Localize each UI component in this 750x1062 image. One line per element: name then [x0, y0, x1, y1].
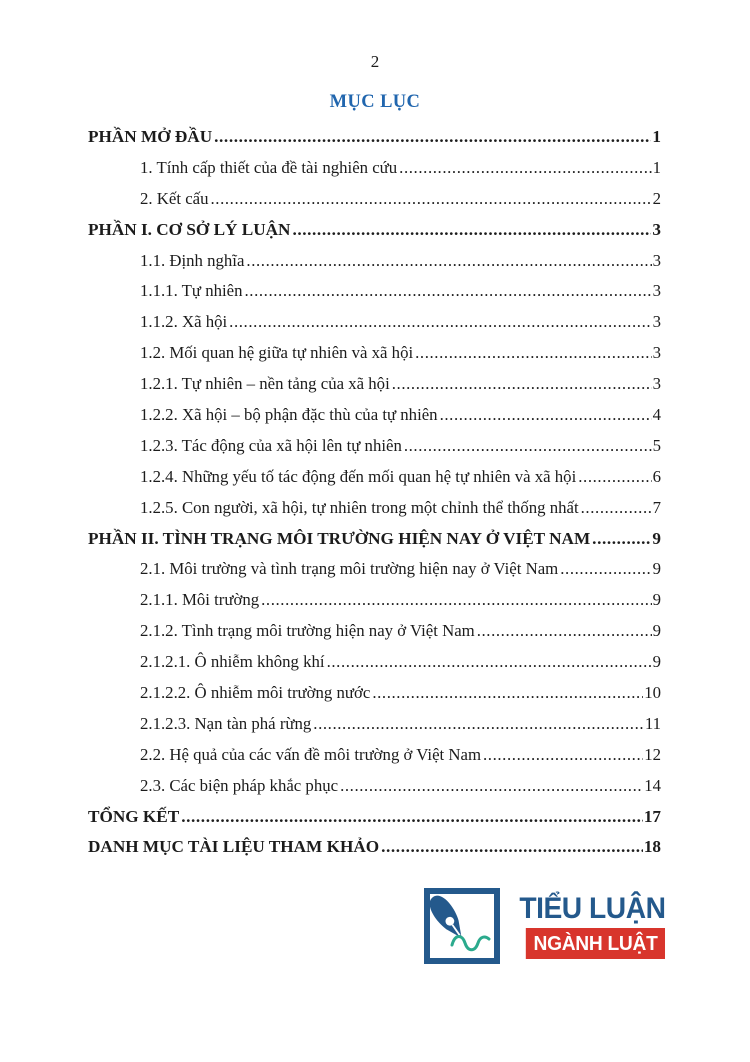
toc-leader-dots: [590, 524, 651, 555]
toc-entry-page: 4: [652, 405, 661, 425]
toc-entry-label: 2.2. Hệ quả của các vấn đề môi trường ở Việt Nam: [140, 744, 481, 764]
toc-entry-page: 11: [644, 713, 661, 733]
toc-entry-label: DANH MỤC TÀI LIỆU THAM KHẢO: [88, 837, 380, 857]
toc-entry: [88, 585, 661, 616]
toc-leader-dots: [579, 493, 652, 524]
toc-entry: [88, 554, 661, 585]
toc-entry-page: 9: [652, 559, 661, 579]
toc-entry: [88, 400, 661, 431]
toc-leader-dots: [558, 554, 651, 585]
toc-entry-page: 3: [652, 281, 661, 301]
toc-entry: [88, 771, 661, 802]
toc-entry-label: TỔNG KẾT: [88, 806, 180, 826]
toc-entry-page: 3: [652, 312, 661, 332]
toc-entry-label: PHẦN I. CƠ SỞ LÝ LUẬN: [88, 219, 291, 239]
toc-entry-label: 1.1.1. Tự nhiên: [140, 281, 243, 301]
toc-entry-page: 9: [652, 590, 661, 610]
toc-leader-dots: [242, 276, 651, 307]
toc-entry: [88, 215, 661, 246]
logo-title: TIỂU LUẬN: [519, 892, 666, 925]
toc-entry-page: 3: [652, 250, 661, 270]
toc-leader-dots: [379, 832, 643, 863]
toc-entry: [88, 122, 661, 153]
toc-entry: [88, 431, 661, 462]
toc-leader-dots: [576, 462, 651, 493]
toc-entry: [88, 647, 661, 678]
toc-entry: [88, 524, 661, 555]
toc-entry-label: 2.1.2.3. Nạn tàn phá rừng: [140, 713, 312, 733]
toc-entry-label: 1.2.1. Tự nhiên – nền tảng của xã hội: [140, 374, 390, 394]
toc-entry: [88, 616, 661, 647]
page-number: 2: [370, 52, 380, 71]
toc-leader-dots: [390, 369, 652, 400]
toc-leader-dots: [475, 616, 652, 647]
toc-title: MỤC LỤC: [329, 92, 421, 112]
toc-entry: [88, 740, 661, 771]
toc-entry-label: 1.1. Định nghĩa: [140, 250, 245, 270]
toc-leader-dots: [227, 307, 651, 338]
toc-entry-label: 1.2.4. Những yếu tố tác động đến mối quan hệ tự nhiên và xã hội: [140, 466, 577, 486]
toc-entry-label: 2.1.2. Tình trạng môi trường hiện nay ở Việt Nam: [140, 621, 475, 641]
toc-entry-label: PHẦN MỞ ĐẦU: [88, 127, 213, 146]
toc-leader-dots: [212, 122, 651, 153]
toc-entry-label: 2.1.2.1. Ô nhiễm không khí: [140, 652, 325, 672]
toc-entry: [88, 153, 661, 184]
toc-leader-dots: [325, 647, 652, 678]
toc-entry-label: 1.2.5. Con người, xã hội, tự nhiên trong một chỉnh thể thống nhất: [140, 497, 579, 517]
toc-leader-dots: [244, 246, 651, 277]
toc-entry: [88, 246, 661, 277]
toc-leader-dots: [438, 400, 652, 431]
pen-nib-icon: [424, 888, 500, 964]
toc-entry: [88, 493, 661, 524]
toc-entry-page: 14: [644, 775, 661, 795]
toc-entry-label: 1.2. Mối quan hệ giữa tự nhiên và xã hội: [140, 343, 414, 363]
toc-leader-dots: [413, 338, 651, 369]
toc-entry: [88, 802, 661, 833]
toc-entry-label: 2.3. Các biện pháp khắc phục: [140, 775, 339, 795]
toc-entry-page: 18: [643, 837, 661, 857]
toc-leader-dots: [397, 153, 651, 184]
toc-entry-page: 17: [643, 806, 661, 826]
toc-entry-page: 2: [652, 188, 661, 208]
toc-leader-dots: [290, 215, 651, 246]
toc-entry-label: 1. Tính cấp thiết của đề tài nghiên cứu: [140, 157, 398, 177]
toc-entry-label: 2.1. Môi trường và tình trạng môi trường hiện nay ở Việt Nam: [140, 559, 559, 579]
logo-text: [510, 888, 666, 959]
toc-leader-dots: [338, 771, 643, 802]
toc-entry-page: 3: [652, 219, 661, 239]
toc-entry: [88, 338, 661, 369]
toc-entry-page: 5: [652, 435, 661, 455]
toc-leader-dots: [259, 585, 651, 616]
toc-entry-label: 1.1.2. Xã hội: [140, 312, 228, 332]
toc-entry-page: 12: [644, 744, 661, 764]
toc-entry-label: 2.1.1. Môi trường: [140, 590, 260, 610]
toc-entry: [88, 307, 661, 338]
toc-entry-label: 1.2.2. Xã hội – bộ phận đặc thù của tự nhiên: [140, 405, 438, 425]
toc-entry: [88, 276, 661, 307]
toc-entry: [88, 462, 661, 493]
toc-entry-label: 2.1.2.2. Ô nhiễm môi trường nước: [140, 683, 371, 703]
toc-entry-page: 9: [652, 652, 661, 672]
toc-entry: [88, 184, 661, 215]
toc-entry-page: 1: [652, 127, 661, 146]
toc-leader-dots: [402, 431, 652, 462]
toc-entry-page: 7: [652, 497, 661, 517]
toc-entry-page: 3: [652, 343, 661, 363]
toc-entry: [88, 709, 661, 740]
toc-entry-page: 9: [652, 528, 661, 548]
toc-leader-dots: [311, 709, 644, 740]
toc-entry: [88, 678, 661, 709]
toc-entry-page: 9: [652, 621, 661, 641]
toc-entry: [88, 369, 661, 400]
toc-leader-dots: [179, 802, 643, 833]
toc-entry-page: 6: [652, 466, 661, 486]
toc-entry-label: 2. Kết cấu: [140, 188, 209, 208]
toc-entry-page: 10: [644, 683, 661, 703]
toc-entry-page: 3: [652, 374, 661, 394]
logo-subtitle-badge: NGÀNH LUẬT: [526, 928, 665, 959]
toc-entry-label: 1.2.3. Tác động của xã hội lên tự nhiên: [140, 435, 402, 455]
toc-leader-dots: [370, 678, 643, 709]
toc-entry-label: PHẦN II. TÌNH TRẠNG MÔI TRƯỜNG HIỆN NAY Ở VIỆT NAM: [88, 528, 591, 548]
toc-leader-dots: [481, 740, 643, 771]
toc-entry: [88, 832, 661, 863]
toc-list: [88, 122, 661, 863]
toc-entry-page: 1: [652, 157, 661, 177]
toc-leader-dots: [209, 184, 652, 215]
brand-logo: [424, 888, 666, 964]
